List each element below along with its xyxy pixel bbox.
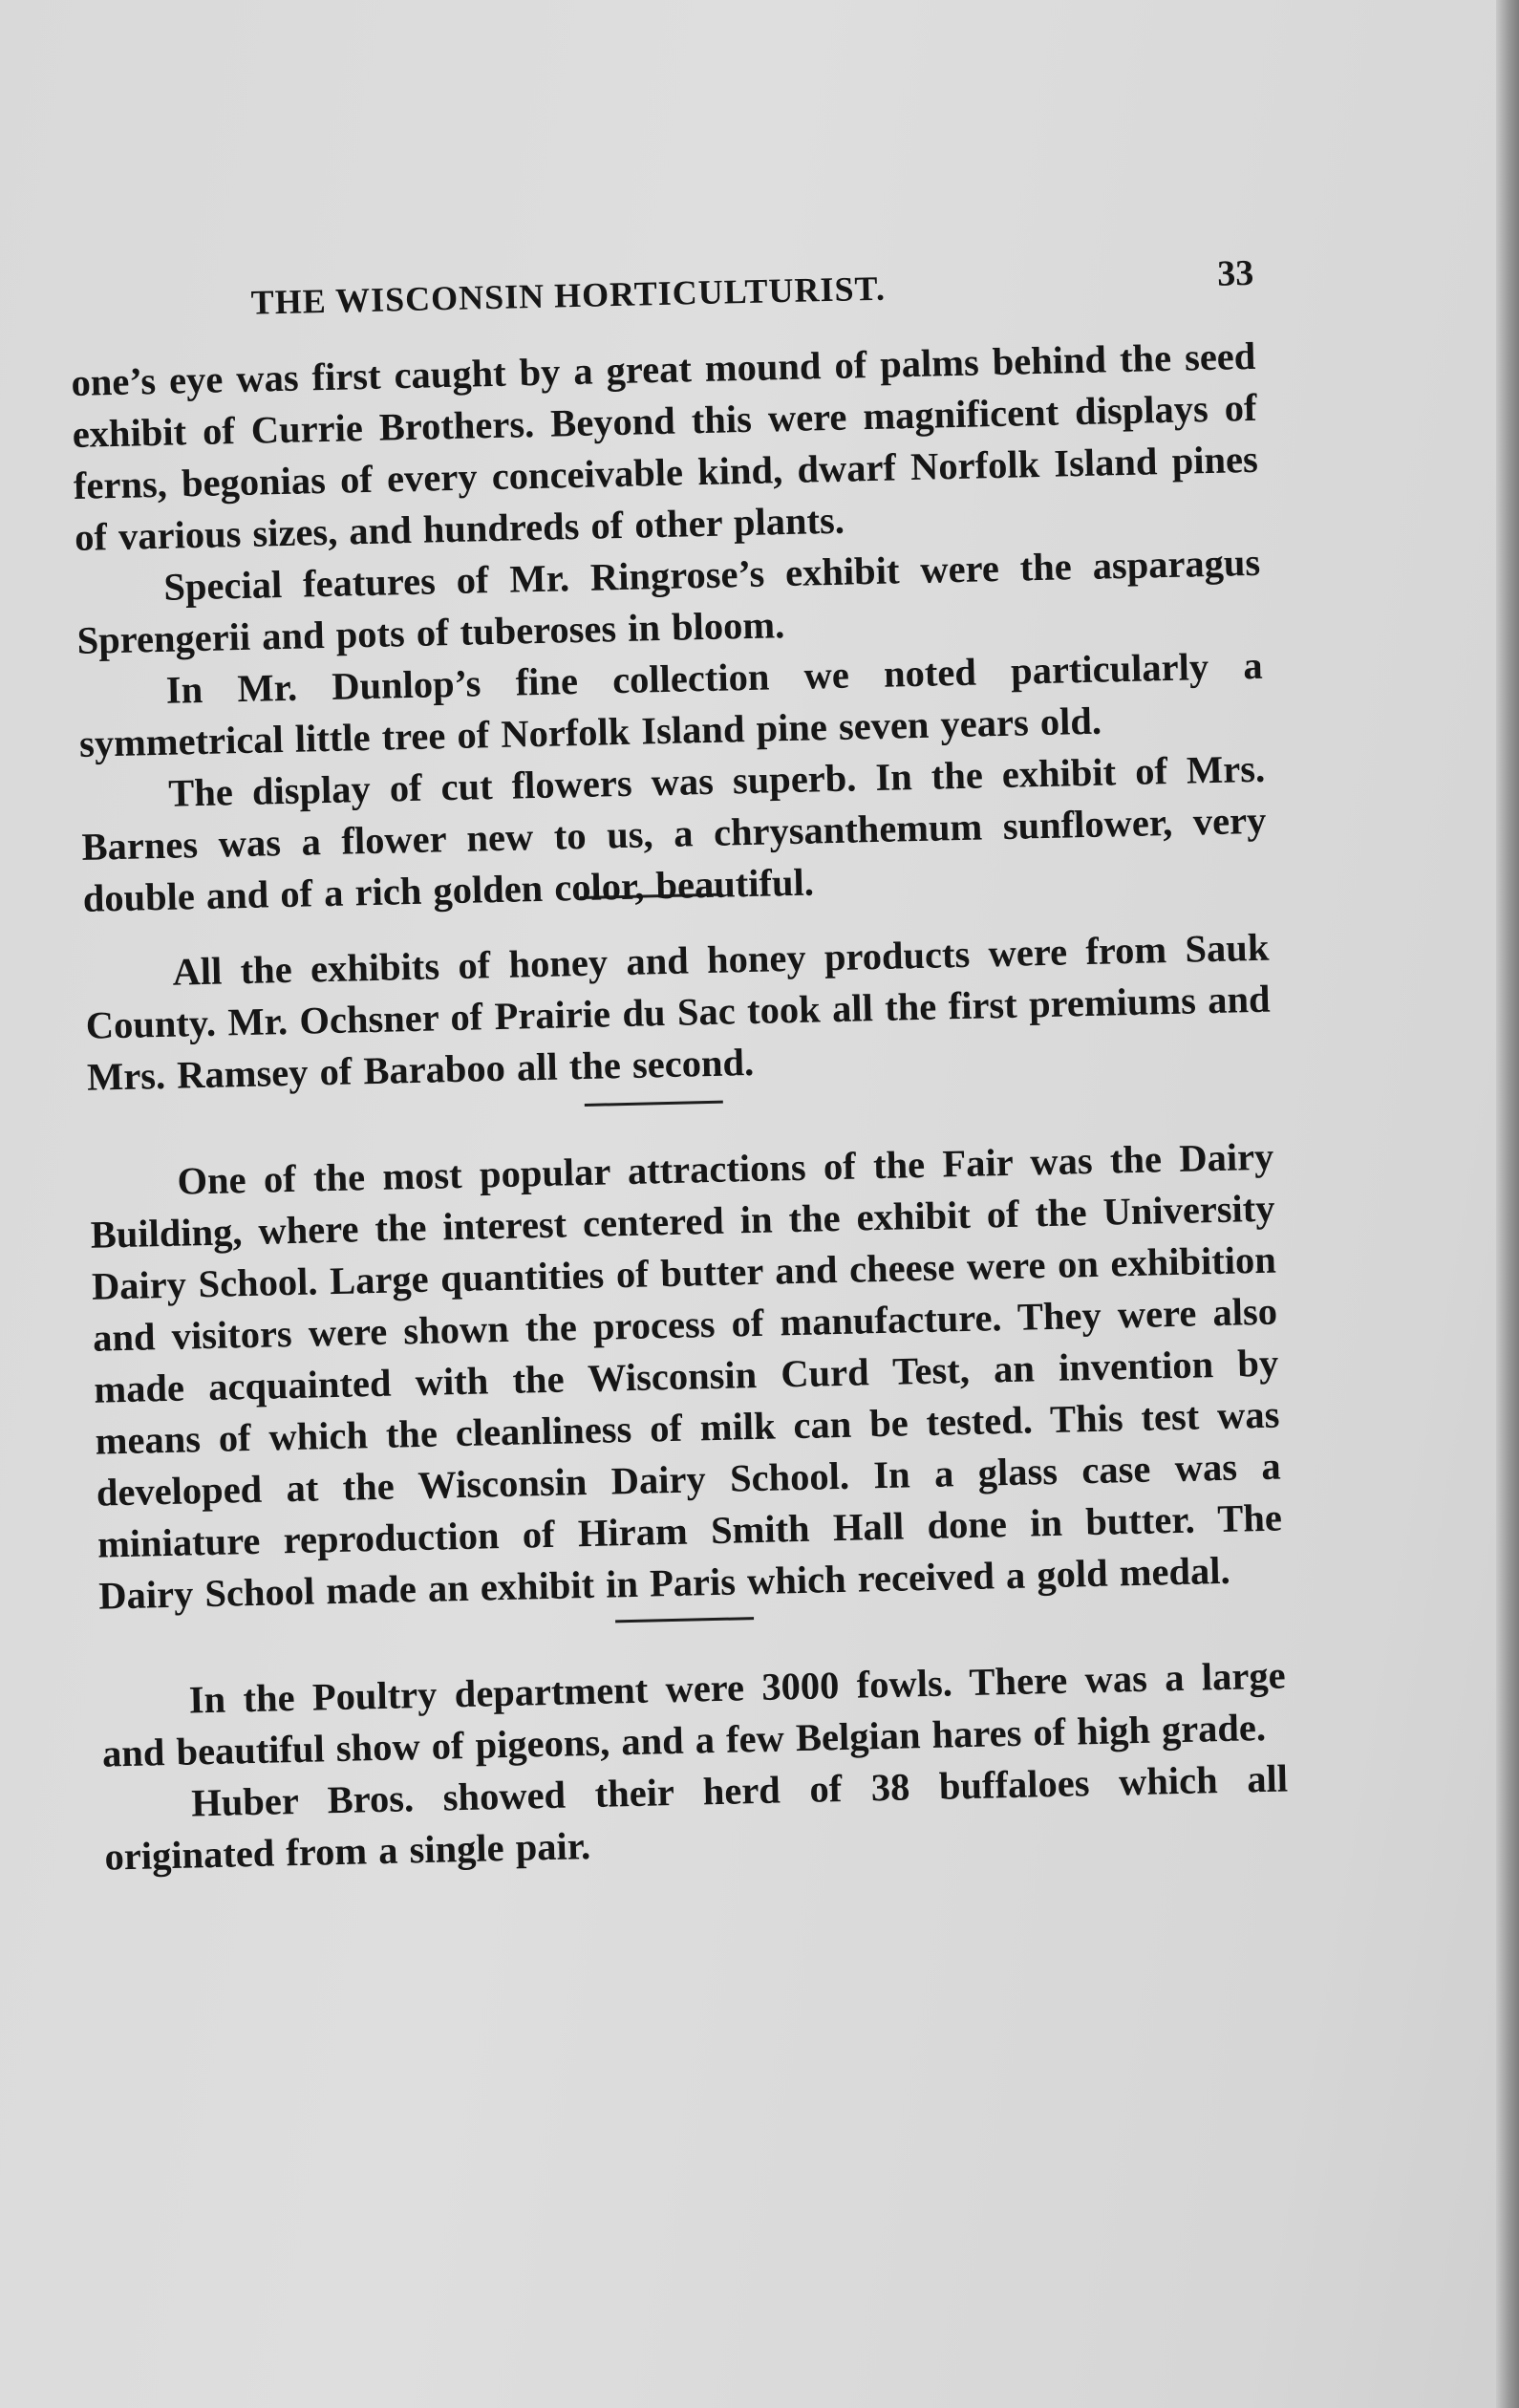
running-head	[69, 248, 1254, 333]
paragraph: In Mr. Dunlop’s fine collection we noted particularly a symmetrical little tree of Norfolk Island pine seven years old.	[78, 643, 1264, 765]
running-title: THE WISCONSIN HORTICULTURIST.	[250, 269, 887, 322]
section-divider	[615, 1617, 754, 1623]
page-body	[69, 248, 1297, 2244]
page-edge-shadow	[1496, 0, 1519, 2408]
paragraph: one’s eye was first caught by a great mound of palms behind the seed exhibit of Currie Brothers. Beyond this were magnificent displays of ferns, begonias of every conceivable kind, dwarf Norfolk Island pines of various sizes, and hundreds of other plants.	[71, 333, 1259, 559]
paragraph: All the exhibits of honey and honey products were from Sauk County. Mr. Ochsner of Prairie du Sac took all the first premiums and Mrs. Ramsey of Baraboo all the second.	[85, 925, 1272, 1099]
page-number: 33	[1216, 252, 1254, 294]
paragraph: Huber Bros. showed their herd of 38 buffaloes which all originated from a single pair.	[104, 1756, 1289, 1879]
paragraph: The display of cut flowers was superb. In the exhibit of Mrs. Barnes was a flower new to us, a chrysanthemum sunflower, very double and of a rich golden color, beautiful.	[81, 746, 1267, 920]
paragraph: In the Poultry department were 3000 fowls. There was a large and beautiful show of pigeons, and a few Belgian hares of high grade.	[101, 1653, 1287, 1775]
paragraph: One of the most popular attractions of the Fair was the Dairy Building, where the interest centered in the exhibit of the University Dairy School. Large quantities of butter and cheese were on exhibition and visitors were shown the process of manufacture. They were also made acquainted with the Wisconsin Curd Test, an invention by means of which the cleanliness of milk can be tested. This test was developed at the Wisconsin Dairy School. In a glass case was a miniature reproduction of Hiram Smith Hall done in butter. The Dairy School made an exhibit in Paris which received a gold medal.	[90, 1134, 1283, 1618]
paragraph: Special features of Mr. Ringrose’s exhibit were the asparagus Sprengerii and pots of tuberoses in bloom.	[76, 540, 1261, 662]
section-divider	[585, 1101, 723, 1107]
